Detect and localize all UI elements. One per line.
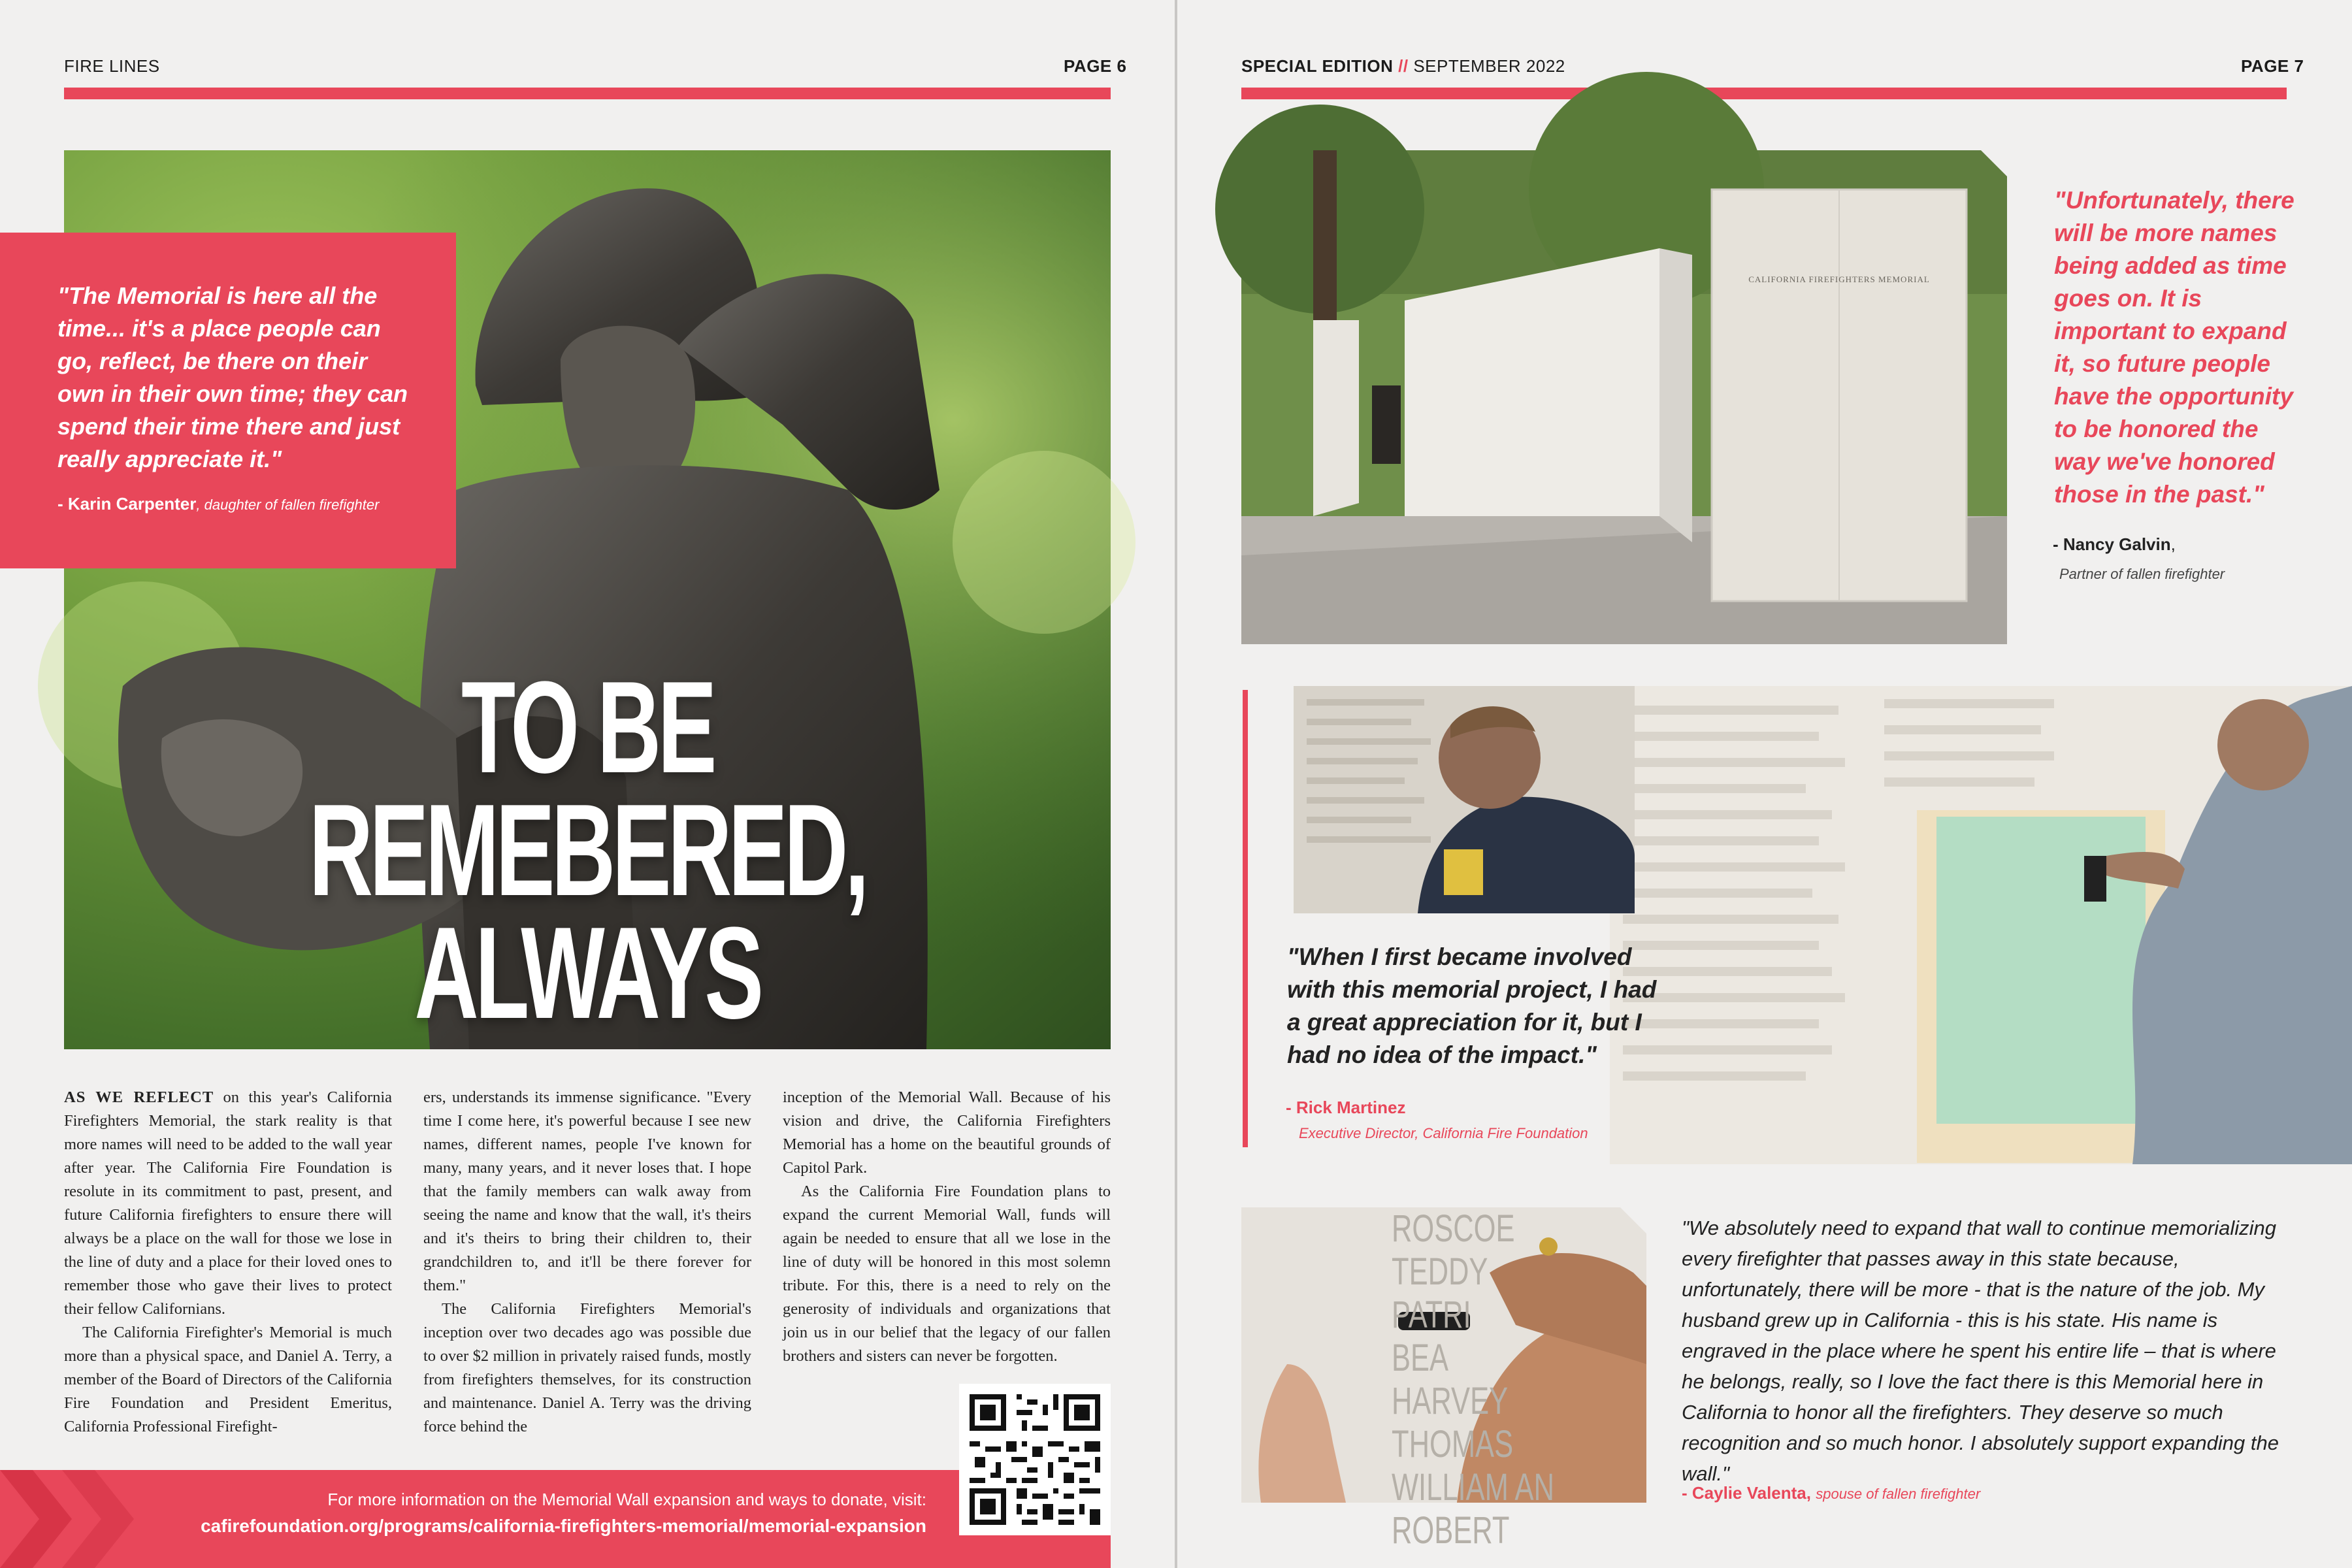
page-number: PAGE 7 (2241, 56, 2304, 76)
quote-role: spouse of fallen firefighter (1816, 1486, 1981, 1502)
body-column-3 (783, 1086, 1111, 1368)
engraved-names (1392, 1207, 1568, 1552)
donate-link[interactable]: cafirefoundation.org/programs/california-firefighters-memorial/memorial-expansion (201, 1516, 926, 1536)
man-tracing-wall-image (1610, 686, 2352, 1164)
header-rule (1241, 88, 2287, 99)
memorial-wall-photo (1241, 150, 2007, 644)
engraved-name: THOMAS (1392, 1423, 1514, 1465)
quote-name: - Caylie Valenta, (1682, 1483, 1811, 1503)
quote-name: - Nancy Galvin (2053, 534, 2171, 554)
attribution-galvin: - Nancy Galvin, (2053, 534, 2176, 554)
edition-date: SEPTEMBER 2022 (1413, 56, 1565, 76)
attribution-galvin-role (2059, 563, 2225, 583)
paragraph: As the California Fire Foundation plans to expand the current Memorial Wall, funds will again be needed to ensure that all we lose in the line of duty will be honored in this most solemn tribute. For this, there is a need to rely on the generosity of individuals and organizations that join us in our belief that the legacy of our fallen brothers and sisters can never be forgotten. (783, 1183, 1111, 1365)
pull-quote-galvin: "Unfortunately, there will be more names being added as time goes on. It is important to expand it, so future people have the opportunity to be honored the way we've honored those in the past." (2054, 187, 2295, 508)
quote-name: - Rick Martinez (1286, 1098, 1406, 1117)
engraving-closeup-photo (1241, 1207, 1646, 1552)
quote-name: - Karin Carpenter (57, 494, 197, 514)
pull-quote-box (0, 233, 456, 568)
edition-header (1241, 56, 1565, 76)
quote-role: Executive Director, California Fire Foundation (1299, 1125, 1588, 1141)
attribution-martinez-role (1299, 1122, 1588, 1143)
paragraph: ers, understands its immense significance. "Every time I come here, it's powerful because I see new names, different names, people I've known for many, many years, and it never loses that. I hope that the family members can walk away from seeing the name and know that the wall, it's theirs and it's theirs to bring their children to, their grandchildren to, and it'll be there forever for them." (423, 1088, 751, 1294)
engraved-name: ROSCOE (1392, 1207, 1515, 1250)
accent-bar (1243, 690, 1248, 1147)
photo-corner-cut (1981, 150, 2007, 176)
separator: // (1398, 56, 1409, 76)
paragraph (64, 1086, 392, 1321)
photo-corner-cut (1620, 1207, 1646, 1233)
section-name: FIRE LINES (64, 56, 160, 76)
chevron-right-icon (62, 1470, 140, 1568)
qr-code[interactable] (959, 1384, 1111, 1535)
headline-line-3: ALWAYS (414, 900, 760, 1046)
engraved-name: WILLIAM AN (1392, 1466, 1554, 1509)
attribution-martinez (1286, 1098, 1406, 1118)
header-rule (64, 88, 1111, 99)
qr-code-icon (959, 1384, 1111, 1535)
donate-footer (0, 1470, 1111, 1568)
paragraph-text: on this year's California Firefighters Memorial, the stark reality is that more names will need to be added to the wall year after year. The California Fire Foundation is resolute in its commitment to past, present, and future California firefighters to ensure there will always be a place on the wall for those we lose in the line of duty and a place for their loved ones to remember those who gave their lives to protect their fellow Californians. (64, 1088, 392, 1318)
footer-text: For more information on the Memorial Wall expansion and ways to donate, visit: (327, 1490, 926, 1509)
engraved-name: HARVEY (1392, 1380, 1509, 1422)
page-number: PAGE 6 (1064, 56, 1127, 76)
firefighter-at-wall-image (1294, 686, 1635, 913)
wall-plaque-title: CALIFORNIA FIREFIGHTERS MEMORIAL (1748, 274, 1930, 284)
headline-line-2: REMEBERED, (308, 777, 866, 923)
engraved-name: ROBERT (1392, 1509, 1510, 1552)
edition-label: SPECIAL EDITION (1241, 56, 1394, 76)
pull-quote-text: "The Memorial is here all the time... it's a place people can go, reflect, be there on their own in their own time; they can spend their time there and just really appreciate it." (57, 282, 408, 472)
mourning-firefighter-photo (1294, 686, 1635, 913)
right-page (1177, 0, 2352, 1568)
quote-role: , daughter of fallen firefighter (196, 497, 380, 513)
paragraph: The California Firefighter's Memorial is much more than a physical space, and Daniel A. Terry, a member of the Board of Directors of the California Fire Foundation and President Emeritus, California Professional Firefight- (64, 1324, 392, 1435)
lead-in: AS WE REFLECT (64, 1088, 214, 1106)
pull-quote-attribution (57, 494, 379, 514)
engraved-name: TEDDY (1392, 1250, 1488, 1293)
headline-line-1: TO BE (461, 655, 713, 800)
tracing-names-photo (1610, 686, 2352, 1164)
body-column-2 (423, 1086, 751, 1439)
body-column-1 (64, 1086, 392, 1439)
quote-role: Partner of fallen firefighter (2059, 566, 2225, 582)
pull-quote-martinez: "When I first became involved with this memorial project, I had a great appreciation for it, but I had no idea of the impact." (1287, 943, 1657, 1068)
quote-valenta: "We absolutely need to expand that wall to continue memorializing every firefighter that passes away in this state because, unfortunately, there will be more - that is the nature of the job. My husband grew up in California - this is his state. His name is engraved in the place where he spent his entire life – that is where he belongs, really, so I love the fact there is this Memorial here in California to honor all the firefighters. They deserve so much recognition and so much honor. I absolutely support expanding the wall." (1682, 1217, 2279, 1485)
attribution-valenta (1682, 1483, 1980, 1503)
engraved-name: BEA (1392, 1337, 1449, 1379)
memorial-wall-image (1241, 150, 2007, 644)
engraved-name: PATRI (1392, 1294, 1471, 1336)
paragraph: The California Firefighters Memorial's inception over two decades ago was possible due to over $2 million in privately raised funds, mostly from firefighters themselves, for its construction and maintenance. Daniel A. Terry was the driving force behind the (423, 1300, 751, 1435)
paragraph: inception of the Memorial Wall. Because of his vision and drive, the California Firefighters Memorial has a home on the beautiful grounds of Capitol Park. (783, 1088, 1111, 1177)
left-page (0, 0, 1175, 1568)
